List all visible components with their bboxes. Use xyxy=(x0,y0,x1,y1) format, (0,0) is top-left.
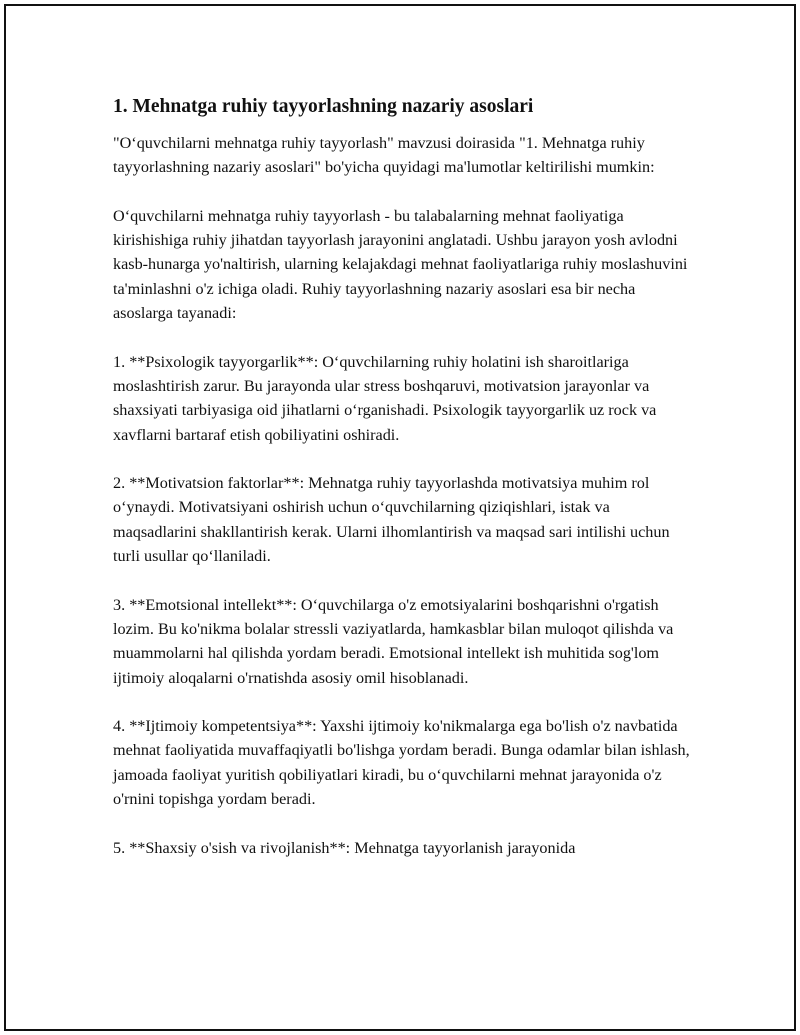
list-item-motivatsion: 2. **Motivatsion faktorlar**: Mehnatga ruhiy tayyorlashda motivatsiya muhim rol o‘ynaydi. Motivatsiyani oshirish uchun o‘quvchilarning qiziqishlari, istak va maqsadlarini shakllantirish kerak. Ularni ilhomlantirish va maqsad sari intilishi uchun turli usullar qo‘llaniladi. xyxy=(113,474,670,566)
definition-paragraph: O‘quvchilarni mehnatga ruhiy tayyorlash - bu talabalarning mehnat faoliyatiga kirishishiga ruhiy jihatdan tayyorlash jarayonini anglatadi. Ushbu jarayon yosh avlodni kasb-hunarga yo'naltirish, ularning kelajakdagi mehnat faoliyatlariga ruhiy moslashuvini ta'minlashni o'z ichiga oladi. Ruhiy tayyorlashning nazariy asoslari esa bir necha asoslarga tayanadi: xyxy=(113,206,688,323)
list-item-emotsional: 3. **Emotsional intellekt**: O‘quvchilarga o'z emotsiyalarini boshqarishni o'rgatish lozim. Bu ko'nikma bolalar stressli vaziyatlarda, hamkasblar bilan muloqot qilishda va muammolarni hal qilishda yordam beradi. Emotsional intellekt ish muhitida sog'lom ijtimoiy aloqalarni o'rnatishda asosiy omil hisoblanadi. xyxy=(113,595,674,687)
intro-paragraph: "O‘quvchilarni mehnatga ruhiy tayyorlash" mavzusi doirasida "1. Mehnatga ruhiy tayyorlashning nazariy asoslari" bo'yicha quyidagi ma'lumotlar keltirilishi mumkin: xyxy=(113,134,655,177)
list-item-psixologik: 1. **Psixologik tayyorgarlik**: O‘quvchilarning ruhiy holatini ish sharoitlariga moslashtirish zarur. Bu jarayonda ular stress boshqaruvi, motivatsion jarayonlar va shaxsiyati tarbiyasiga oid jihatlarni o‘rganishadi. Psixologik tayyorgarlik uz rock va xavflarni bartaraf etish qobiliyatini oshiradi. xyxy=(113,352,657,444)
list-item-ijtimoiy: 4. **Ijtimoiy kompetentsiya**: Yaxshi ijtimoiy ko'nikmalarga ega bo'lish o'z navbatida mehnat faoliyatida muvaffaqiyatli bo'lishga yordam beradi. Bunga odamlar bilan ishlash, jamoada faoliyat yuritish qobiliyatlari kiradi, bu o‘quvchilarni mehnat jarayonida o'z o'rnini topishga yordam beradi. xyxy=(113,717,690,809)
document-title: 1. Mehnatga ruhiy tayyorlashning nazariy asoslari xyxy=(113,96,534,117)
document-body xyxy=(113,94,693,884)
list-item-shaxsiy: 5. **Shaxsiy o'sish va rivojlanish**: Mehnatga tayyorlanish jarayonida xyxy=(113,838,576,857)
